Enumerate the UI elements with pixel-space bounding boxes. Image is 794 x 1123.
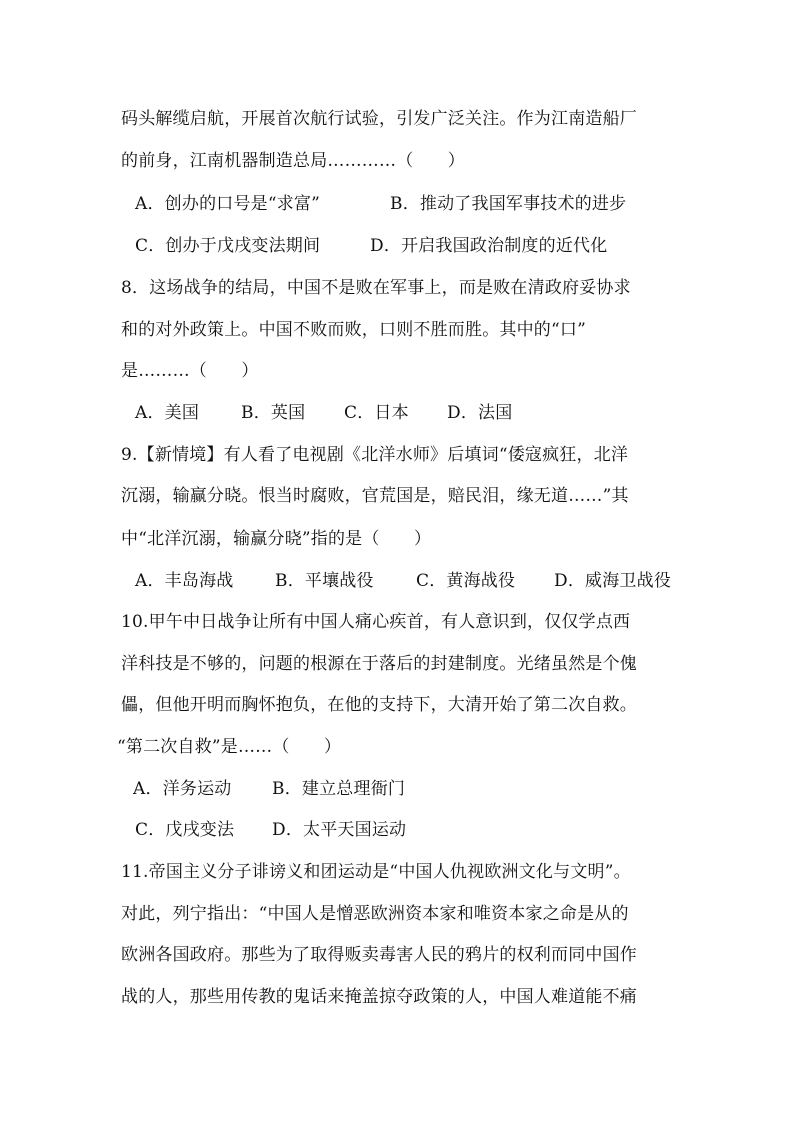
q10-option-d: D．太平天国运动 [272, 820, 407, 840]
q7-option-b: B．推动了我国军事技术的进步 [390, 194, 627, 214]
q9-option-c: C．黄海战役 [416, 571, 516, 591]
q9-option-d: D．威海卫战役 [554, 571, 672, 591]
q8-stem-line-1: 8．这场战争的结局，中国不是败在军事上，而是败在清政府妥协求 [121, 278, 631, 298]
q10-option-b: B．建立总理衙门 [272, 779, 406, 799]
q8-option-d: D．法国 [447, 403, 513, 423]
q10-stem-line-3: 儡，但他开明而胸怀抱负，在他的支持下，大清开始了第二次自救。 [121, 695, 637, 715]
q10-option-c: C．戊戌变法 [135, 820, 235, 840]
q9-stem-line-3: 中“北洋沉溺，输赢分晓”指的是（ ） [121, 529, 432, 549]
q9-option-b: B．平壤战役 [275, 571, 374, 591]
q9-option-a: A．丰岛海战 [135, 571, 234, 591]
q7-option-c: C．创办于戊戌变法期间 [135, 236, 321, 256]
q8-stem-line-2: 和的对外政策上。中国不败而败，口则不胜而胜。其中的“口” [121, 320, 586, 340]
q9-stem-line-2: 沉溺，输赢分晓。恨当时腐败，官荒国是，赔民泪，缘无道……”其 [121, 486, 629, 506]
q7-option-d: D．开启我国政治制度的近代化 [370, 236, 608, 256]
q10-stem-line-4: “第二次自救”是……（ ） [117, 737, 342, 757]
q7-stem-line-1: 码头解缆启航，开展首次航行试验，引发广泛关注。作为江南造船厂 [121, 109, 637, 129]
q8-option-a: A．美国 [135, 403, 200, 423]
q7-stem-line-2: 的前身，江南机器制造总局…………（ ） [121, 151, 465, 171]
q10-stem-line-2: 洋科技是不够的，问题的根源在于落后的封建制度。光绪虽然是个傀 [121, 654, 637, 674]
q11-stem-line-1: 11.帝国主义分子诽谤义和团运动是“中国人仇视欧洲文化与文明”。 [121, 862, 631, 882]
q10-stem-line-1: 10.甲午中日战争让所有中国人痛心疾首，有人意识到，仅仅学点西 [121, 612, 631, 632]
q10-option-a: A．洋务运动 [133, 779, 232, 799]
q8-option-c: C．日本 [344, 403, 409, 423]
q11-stem-line-4: 战的人，那些用传教的鬼话来掩盖掠夺政策的人，中国人难道能不痛 [121, 987, 637, 1007]
q8-option-b: B．英国 [241, 403, 306, 423]
q8-stem-line-3: 是………（ ） [121, 361, 259, 381]
q7-option-a: A．创办的口号是“求富” [135, 194, 321, 214]
q9-stem-line-1: 9.【新情境】有人看了电视剧《北洋水师》后填词“倭寇疯狂，北洋 [121, 445, 629, 465]
q11-stem-line-2: 对此，列宁指出：“中国人是憎恶欧洲资本家和唯资本家之命是从的 [121, 904, 629, 924]
q11-stem-line-3: 欧洲各国政府。那些为了取得贩卖毒害人民的鸦片的权利而同中国作 [121, 945, 637, 965]
